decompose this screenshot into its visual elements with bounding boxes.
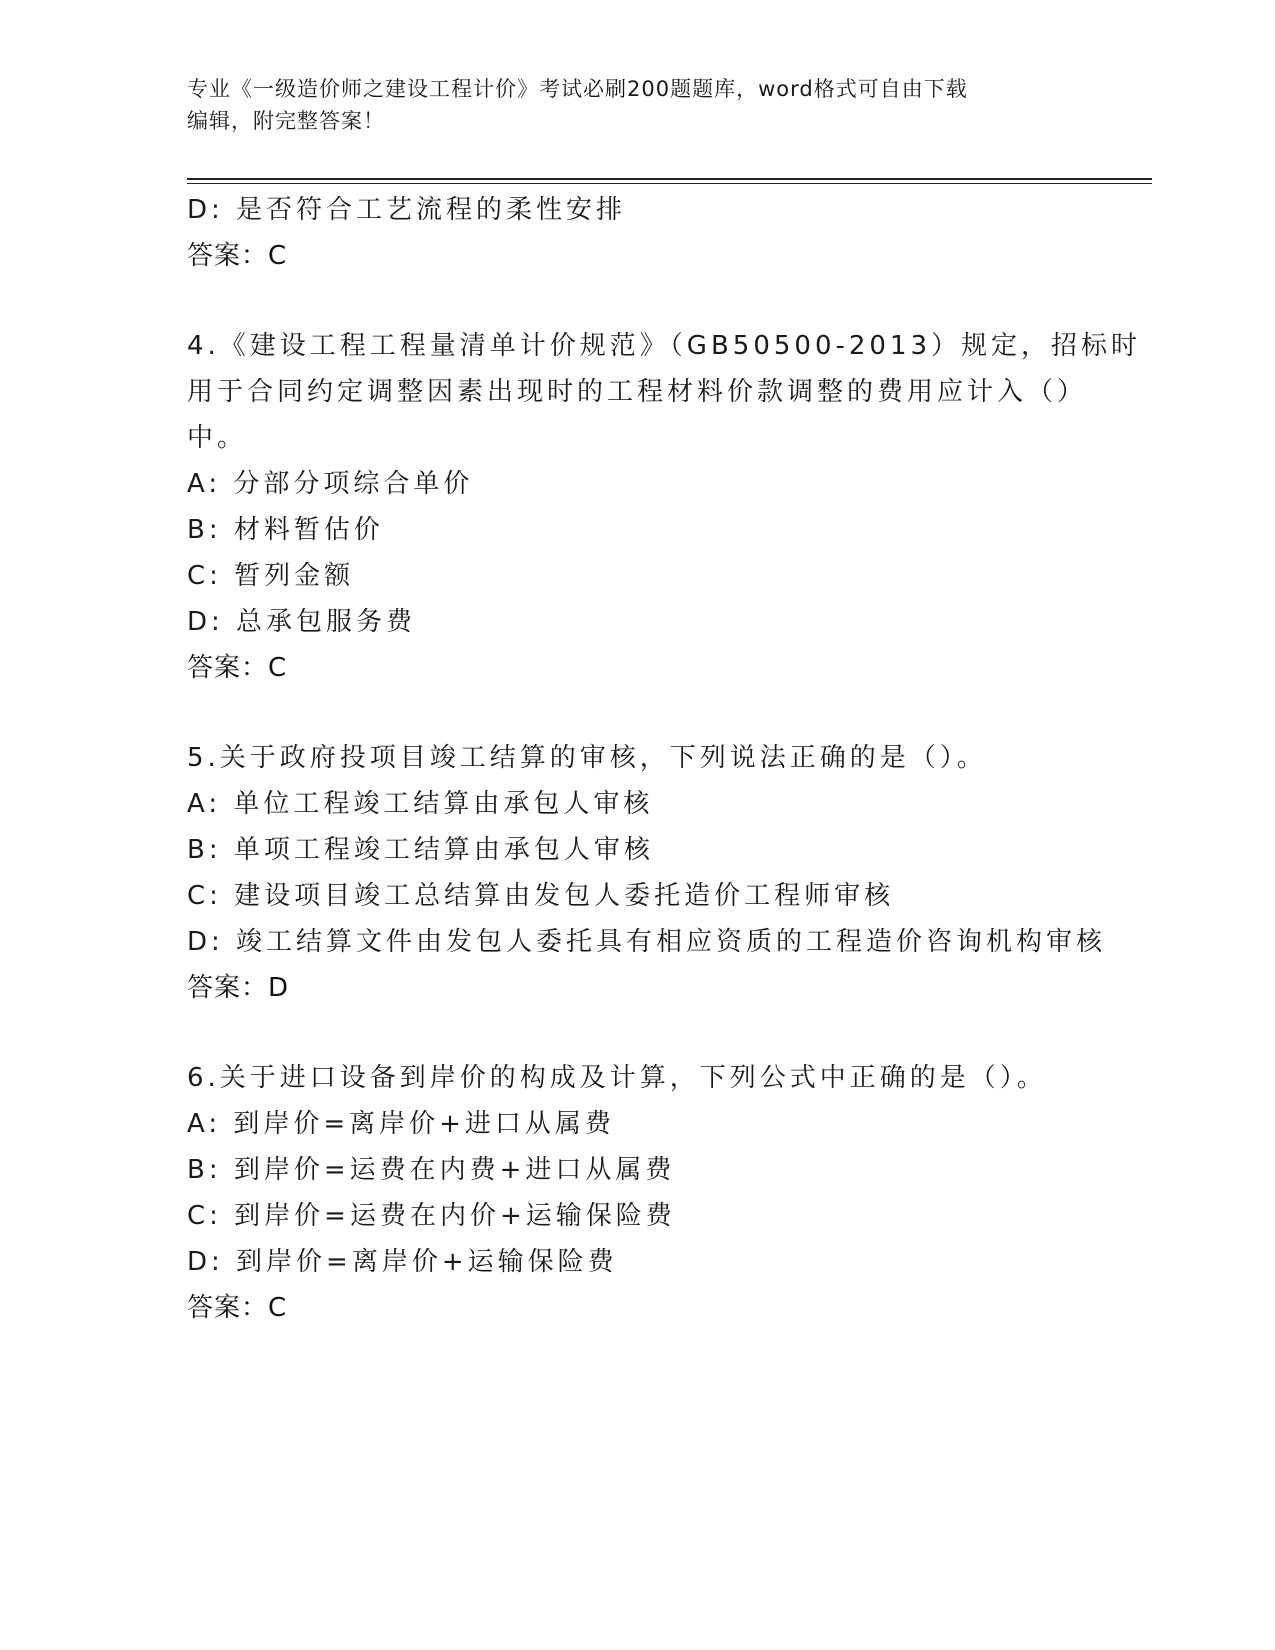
question-block-6 [187,1055,1087,1331]
question-stem-line: 4.《建设工程工程量清单计价规范》（GB50500-2013）规定，招标时 [187,331,1142,361]
option-a: A: 到岸价=离岸价+进口从属费 [187,1109,615,1139]
header-divider-thick [187,178,1152,180]
header-line-2: 编辑，附完整答案！ [187,109,385,133]
question-list [187,187,1142,1331]
answer-label: 答案：C [187,1293,288,1323]
option-c: C: 到岸价=运费在内价+运输保险费 [187,1201,676,1231]
answer-label: 答案：D [187,973,290,1003]
spacer [187,691,1087,735]
question-stem-line: 用于合同约定调整因素出现时的工程材料价款调整的费用应计入（） [187,377,1088,407]
option-a: A: 单位工程竣工结算由承包人审核 [187,789,654,819]
option-b: B: 到岸价=运费在内费+进口从属费 [187,1155,676,1185]
carryover-block [187,187,1087,279]
option-d: D: 到岸价=离岸价+运输保险费 [187,1247,618,1277]
option-d: D: 是否符合工艺流程的柔性安排 [187,195,627,225]
answer-label: 答案：C [187,653,288,683]
option-b: B: 材料暂估价 [187,515,384,545]
option-a: A: 分部分项综合单价 [187,469,474,499]
question-block-4 [187,323,1142,691]
header-line-1: 专业《一级造价师之建设工程计价》考试必刷200题题库，word格式可自由下载 [187,77,968,101]
answer-label: 答案：C [187,241,288,271]
option-c: C: 建设项目竣工总结算由发包人委托造价工程师审核 [187,881,895,911]
spacer [187,1011,1087,1055]
question-stem-line: 中。 [187,423,248,453]
option-d: D: 总承包服务费 [187,607,417,637]
question-stem-line: 6.关于进口设备到岸价的构成及计算，下列公式中正确的是（）。 [187,1063,1047,1093]
question-stem-line: 5.关于政府投项目竣工结算的审核，下列说法正确的是（）。 [187,743,987,773]
option-b: B: 单项工程竣工结算由承包人审核 [187,835,654,865]
header-divider-thin [187,183,1152,184]
spacer [187,279,1087,323]
option-c: C: 暂列金额 [187,561,355,591]
document-header [187,73,1087,137]
question-block-5 [187,735,1107,1011]
option-d: D: 竣工结算文件由发包人委托具有相应资质的工程造价咨询机构审核 [187,927,1107,957]
